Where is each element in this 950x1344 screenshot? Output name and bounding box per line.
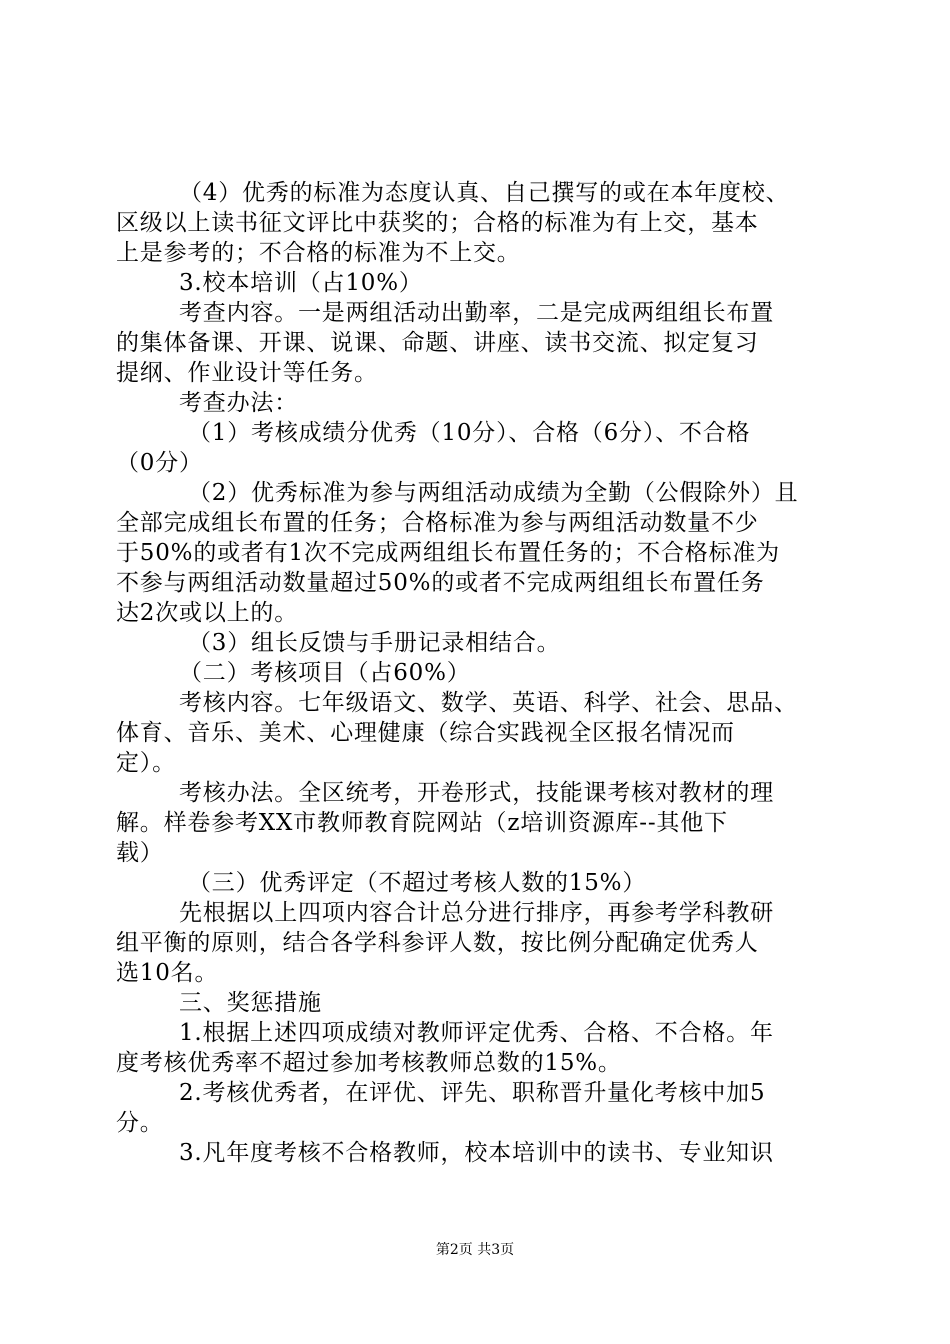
section-heading: （三）优秀评定（不超过考核人数的15%）	[188, 870, 647, 896]
text-line: 3.凡年度考核不合格教师，校本培训中的读书、专业知识	[179, 1140, 774, 1166]
page-number: 第2页 共3页	[435, 1242, 515, 1258]
text-line: 体育、音乐、美术、心理健康（综合实践视全区报名情况而	[116, 720, 735, 746]
text-line: 选10名。	[116, 960, 219, 986]
page-footer	[0, 1240, 950, 1260]
text-line: （0分）	[116, 450, 203, 476]
text-line: 定）。	[116, 750, 176, 776]
text-line: 不参与两组活动数量超过50%的或者不完成两组组长布置任务	[116, 570, 765, 596]
text-line: 度考核优秀率不超过参加考核教师总数的15%。	[116, 1050, 622, 1076]
text-line: 2.考核优秀者，在评优、评先、职称晋升量化考核中加5	[179, 1080, 766, 1106]
text-line: 分。	[116, 1110, 164, 1136]
text-line: 区级以上读书征文评比中获奖的；合格的标准为有上交，基本	[116, 210, 759, 236]
text-line: 考核办法。全区统考，开卷形式，技能课考核对教材的理	[179, 780, 774, 806]
text-line: 先根据以上四项内容合计总分进行排序，再参考学科教研	[179, 900, 774, 926]
text-line: 1.根据上述四项成绩对教师评定优秀、合格、不合格。年	[179, 1020, 774, 1046]
text-line: 组平衡的原则，结合各学科参评人数，按比例分配确定优秀人	[116, 930, 759, 956]
text-line: 达2次或以上的。	[116, 600, 299, 626]
text-line: （1）考核成绩分优秀（10分）、合格（6分）、不合格	[188, 420, 751, 446]
text-line: 于50%的或者有1次不完成两组组长布置任务的；不合格标准为	[116, 540, 780, 566]
section-heading: 三、奖惩措施	[179, 990, 322, 1016]
text-line: 解。样卷参考XX市教师教育院网站（z培训资源库--其他下	[116, 810, 728, 836]
section-heading: 3.校本培训（占10%）	[179, 270, 423, 296]
text-line: 全部完成组长布置的任务；合格标准为参与两组活动数量不少	[116, 510, 759, 536]
text-line: （2）优秀标准为参与两组活动成绩为全勤（公假除外）且	[188, 480, 799, 506]
text-line: （4）优秀的标准为态度认真、自己撰写的或在本年度校、	[179, 180, 790, 206]
document-body	[116, 178, 836, 1168]
text-line: 的集体备课、开课、说课、命题、讲座、读书交流、拟定复习	[116, 330, 759, 356]
text-line: 载）	[116, 840, 164, 866]
text-line: 考查内容。一是两组活动出勤率，二是完成两组组长布置	[179, 300, 774, 326]
text-line: （3）组长反馈与手册记录相结合。	[188, 630, 561, 656]
text-line: 考查办法：	[179, 390, 298, 416]
text-line: 考核内容。七年级语文、数学、英语、科学、社会、思品、	[179, 690, 798, 716]
text-line: 提纲、作业设计等任务。	[116, 360, 378, 386]
text-line: 上是参考的；不合格的标准为不上交。	[116, 240, 521, 266]
section-heading: （二）考核项目（占60%）	[179, 660, 471, 686]
